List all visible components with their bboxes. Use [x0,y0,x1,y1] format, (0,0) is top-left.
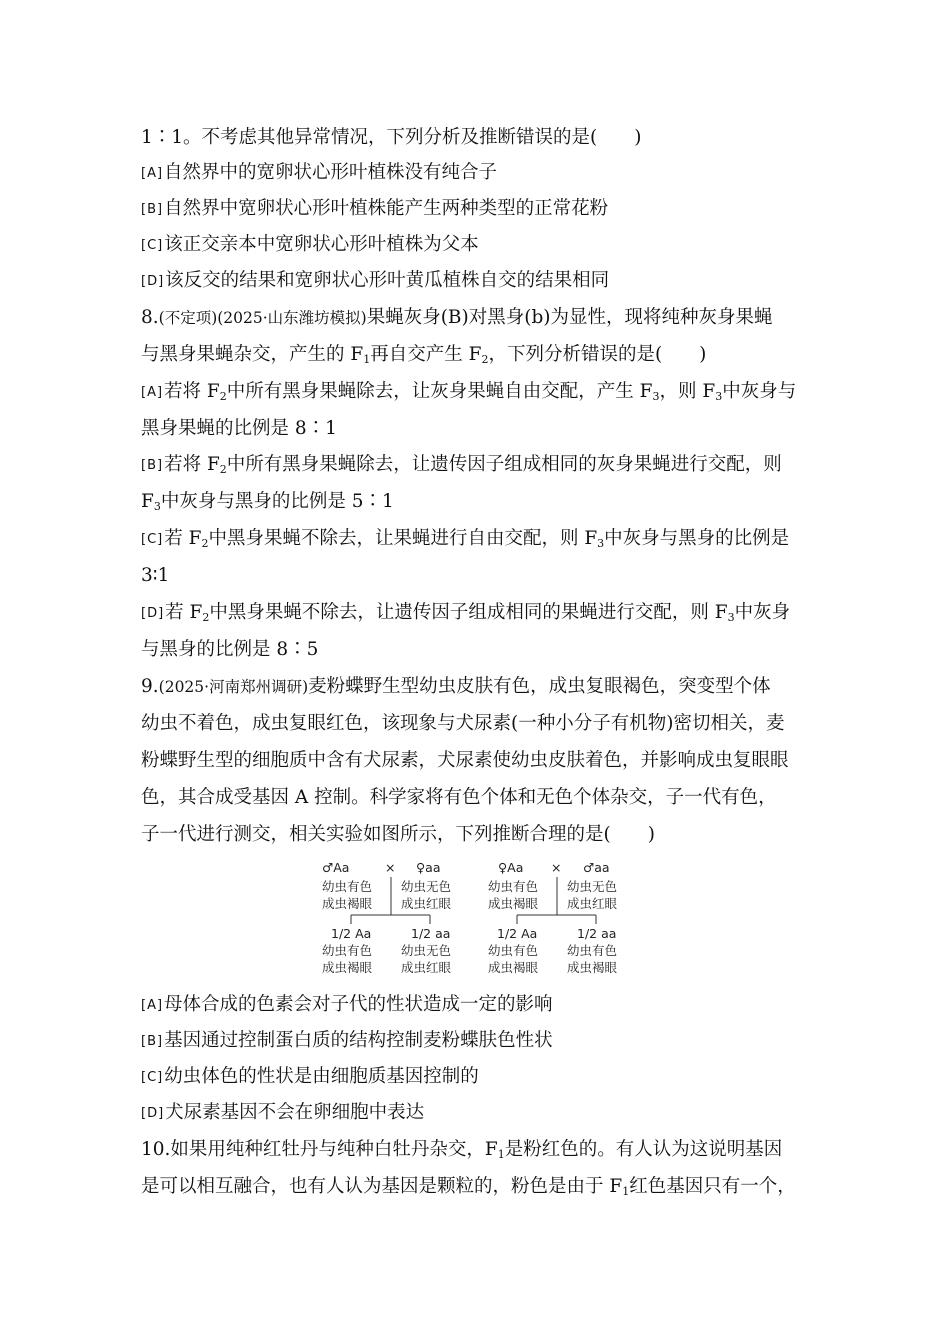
option-text: 自然界中宽卵状心形叶植株能产生两种类型的正常花粉 [164,198,609,219]
parent-genotype: ♂Aa [322,860,350,875]
option-text: 若将 F [164,454,220,475]
option-text: 中灰身与 [722,381,797,402]
subscript: 2 [219,463,227,476]
option-text: 犬尿素基因不会在卵细胞中表达 [165,1102,425,1123]
subscript: 3 [652,390,660,403]
q7-option-a[interactable] [141,161,497,186]
subscript: 3 [597,537,605,550]
option-text: F [141,491,154,512]
q8-option-c[interactable] [141,527,789,552]
stem-text: ，下列分析错误的是( ) [488,344,707,365]
subscript: 3 [727,611,735,624]
phenotype-label: 成虫褐眼 [488,960,539,975]
phenotype-label: 幼虫有色 [488,943,539,958]
q9-stem-line4: 色，其合成受基因 A 控制。科学家将有色个体和无色个体杂交，子一代有色， [141,787,777,808]
stem-text: 麦粉蝶野生型幼虫皮肤有色，成虫复眼褐色，突变型个体 [308,676,771,697]
q8-option-b[interactable] [141,453,782,478]
subscript: 2 [201,537,209,550]
option-letter: [C] [141,238,164,253]
stem-text: 再自交产生 F [370,344,482,365]
q8-option-a[interactable] [141,380,796,405]
phenotype-label: 幼虫有色 [322,943,373,958]
cross-symbol: × [385,860,396,875]
cross-1 [322,860,452,975]
phenotype-label: 成虫褐眼 [322,896,373,911]
parent-genotype: ♀Aa [498,860,524,875]
option-text: 基因通过控制蛋白质的结构控制麦粉蝶肤色性状 [164,1030,553,1051]
stem-text: 与黑身果蝇杂交，产生的 F [141,344,364,365]
option-text: 中灰身与黑身的比例是 [604,528,790,549]
cross-diagram [310,858,640,980]
question-source: (2025·河南郑州调研) [158,678,309,696]
q7-stem-tail: 1∶1。不考虑其他异常情况，下列分析及推断错误的是( ) [141,127,642,148]
q7-option-c[interactable] [141,233,479,258]
option-text: 中黑身果蝇不除去，让果蝇进行自由交配，则 F [208,528,598,549]
q9-option-a[interactable] [141,993,553,1018]
phenotype-label: 幼虫有色 [488,879,539,894]
stem-text: 红色基因只有一个， [629,1176,796,1197]
q9-stem-line3: 粉蝶野生型的细胞质中含有犬尿素，犬尿素使幼虫皮肤着色，并影响成虫复眼眼 [141,750,789,771]
subscript: 2 [481,353,489,366]
option-letter: [B] [141,202,164,217]
subscript: 2 [219,390,227,403]
q9-stem-line2: 幼虫不着色，成虫复眼红色，该现象与犬尿素(一种小分子有机物)密切相关，麦 [141,713,785,734]
stem-text: 是可以相互融合，也有人认为基因是颗粒的，粉色是由于 F [141,1176,623,1197]
option-text: ，则 F [659,381,716,402]
option-letter: [D] [141,606,165,621]
option-text: 该正交亲本中宽卵状心形叶植株为父本 [164,234,479,255]
offspring-genotype: 1/2 aa [411,926,451,941]
option-text: 母体合成的色素会对子代的性状造成一定的影响 [164,994,553,1015]
phenotype-label: 幼虫无色 [401,943,452,958]
phenotype-label: 成虫红眼 [401,896,452,911]
cross-2 [488,860,618,975]
phenotype-label: 幼虫有色 [567,943,618,958]
option-letter: [D] [141,1106,165,1121]
q8-stem-line2 [141,343,706,367]
q9-stem-line1 [141,675,771,699]
option-letter: [A] [141,385,164,400]
option-text: 中灰身与黑身的比例是 5∶1 [160,491,394,512]
phenotype-label: 幼虫无色 [567,879,618,894]
subscript: 3 [153,500,161,513]
phenotype-label: 成虫褐眼 [567,960,618,975]
offspring-genotype: 1/2 Aa [331,926,372,941]
q9-stem-line5: 子一代进行测交，相关实验如图所示，下列推断合理的是( ) [141,824,655,845]
option-text: 若 F [165,602,203,623]
q8-option-d-cont: 与黑身的比例是 8∶5 [141,639,319,660]
option-text: 该反交的结果和宽卵状心形叶黄瓜植株自交的结果相同 [165,270,610,291]
cross-symbol: × [551,860,562,875]
offspring-genotype: 1/2 aa [577,926,617,941]
subscript: 1 [363,353,371,366]
option-text: 若将 F [164,381,220,402]
option-text: 中所有黑身果蝇除去，让灰身果蝇自由交配，产生 F [226,381,653,402]
q9-option-b[interactable] [141,1029,553,1054]
question-number: 9. [141,676,159,697]
option-letter: [A] [141,998,164,1013]
option-letter: [D] [141,274,165,289]
phenotype-label: 成虫褐眼 [488,896,539,911]
q8-stem-line1 [141,306,773,330]
phenotype-label: 幼虫无色 [401,879,452,894]
q8-option-c-cont: 3∶1 [141,565,170,586]
parent-genotype: ♂aa [583,860,610,875]
question-number: 8. [141,307,159,328]
option-letter: [C] [141,532,164,547]
option-letter: [A] [141,166,164,181]
phenotype-label: 成虫褐眼 [322,960,373,975]
option-text: 中黑身果蝇不除去，让遗传因子组成相同的果蝇进行交配，则 F [209,602,728,623]
q10-stem-line2 [141,1175,796,1199]
q8-option-b-cont [141,490,394,514]
phenotype-label: 成虫红眼 [567,896,618,911]
option-text: 中所有黑身果蝇除去，让遗传因子组成相同的灰身果蝇进行交配，则 [226,454,782,475]
q8-option-d[interactable] [141,601,790,626]
stem-text: 10.如果用纯种红牡丹与纯种白牡丹杂交，F [141,1139,498,1160]
phenotype-label: 成虫红眼 [401,960,452,975]
subscript: 3 [715,390,723,403]
q7-option-b[interactable] [141,197,608,222]
question-source: (不定项)(2025·山东潍坊模拟) [158,309,367,327]
stem-text: 是粉红色的。有人认为这说明基因 [504,1139,783,1160]
subscript: 1 [622,1185,630,1198]
q8-option-a-cont: 黑身果蝇的比例是 8∶1 [141,418,337,439]
option-text: 中灰身 [734,602,791,623]
q7-option-d[interactable] [141,269,609,294]
subscript: 1 [497,1148,505,1161]
subscript: 2 [202,611,210,624]
option-text: 若 F [164,528,202,549]
option-text: 幼虫体色的性状是由细胞质基因控制的 [164,1066,479,1087]
q9-option-d[interactable] [141,1101,424,1126]
q10-stem-line1 [141,1138,782,1162]
option-letter: [B] [141,458,164,473]
parent-genotype: ♀aa [416,860,441,875]
offspring-genotype: 1/2 Aa [497,926,538,941]
q9-option-c[interactable] [141,1065,479,1090]
phenotype-label: 幼虫有色 [322,879,373,894]
option-text: 自然界中的宽卵状心形叶植株没有纯合子 [164,162,498,183]
option-letter: [C] [141,1070,164,1085]
option-letter: [B] [141,1034,164,1049]
stem-text: 果蝇灰身(B)对黑身(b)为显性，现将纯种灰身果蝇 [366,307,773,328]
